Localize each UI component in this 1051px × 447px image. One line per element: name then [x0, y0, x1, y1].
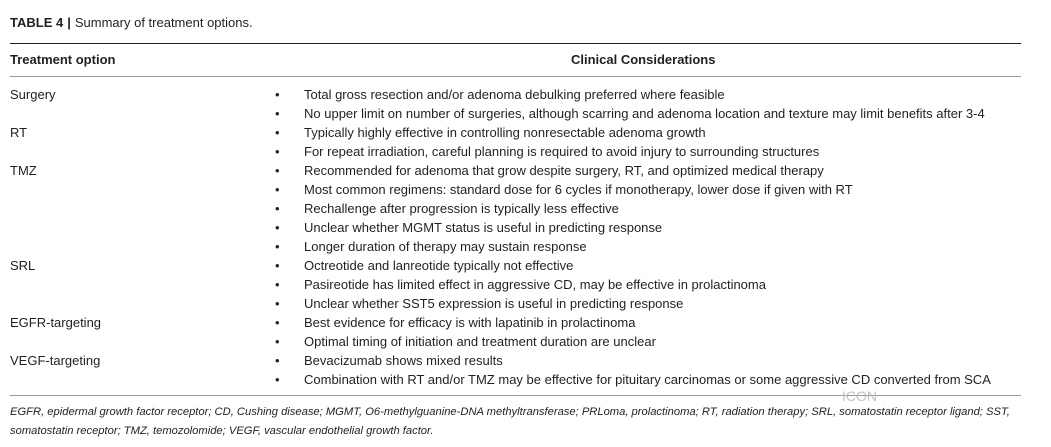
- header-clinical-considerations: Clinical Considerations: [571, 52, 716, 67]
- bullet-icon: •: [275, 106, 280, 121]
- bullet-icon: •: [275, 125, 280, 140]
- table-row-continuation: [10, 104, 1051, 123]
- header-rule: [10, 76, 1021, 77]
- table-caption: [10, 15, 253, 30]
- table-row: [10, 256, 1051, 275]
- table-footnote: EGFR, epidermal growth factor receptor; CD, Cushing disease; MGMT, O6-methylguanine-DNA methyltransferase; PRLoma, prolactinoma; RT, radiation therapy; SRL, somatostatin receptor ligand; SST, somatostatin receptor; TMZ, temozolomide; VEGF, vascular endothelial growth factor.: [10, 406, 1010, 437]
- bullet-icon: •: [275, 144, 280, 159]
- consideration-text: Combination with RT and/or TMZ may be effective for pituitary carcinomas or some aggressive CD converted from SCA: [304, 372, 991, 387]
- table-title: Summary of treatment options.: [74, 15, 253, 30]
- treatment-option-cell: TMZ: [10, 163, 37, 178]
- bullet-icon: •: [275, 258, 280, 273]
- bullet-icon: •: [275, 334, 280, 349]
- bullet-icon: •: [275, 163, 280, 178]
- consideration-text: Recommended for adenoma that grow despite surgery, RT, and optimized medical therapy: [304, 163, 824, 178]
- consideration-text: Total gross resection and/or adenoma debulking preferred where feasible: [304, 87, 725, 102]
- table-top-rule: [10, 43, 1021, 44]
- table-row-continuation: [10, 237, 1051, 256]
- consideration-text: For repeat irradiation, careful planning is required to avoid injury to surrounding structures: [304, 144, 820, 159]
- table-row-continuation: [10, 142, 1051, 161]
- bullet-icon: •: [275, 315, 280, 330]
- table-row: [10, 313, 1051, 332]
- treatment-option-cell: RT: [10, 125, 28, 140]
- table-row-continuation: [10, 332, 1051, 351]
- bullet-icon: •: [275, 353, 280, 368]
- table-row-continuation: [10, 218, 1051, 237]
- bullet-icon: •: [275, 296, 280, 311]
- caption-separator: |: [67, 15, 71, 30]
- table-row-continuation: [10, 370, 1051, 389]
- treatment-option-cell: SRL: [10, 258, 36, 273]
- table-row: [10, 351, 1051, 370]
- bullet-icon: •: [275, 87, 280, 102]
- bullet-icon: •: [275, 182, 280, 197]
- consideration-text: Bevacizumab shows mixed results: [304, 353, 503, 368]
- consideration-text: Octreotide and lanreotide typically not effective: [304, 258, 574, 273]
- consideration-text: Typically highly effective in controlling nonresectable adenoma growth: [304, 125, 706, 140]
- treatment-option-cell: VEGF-targeting: [10, 353, 101, 368]
- table-row: [10, 85, 1051, 104]
- table-row: [10, 123, 1051, 142]
- bullet-icon: •: [275, 372, 280, 387]
- table-row-continuation: [10, 199, 1051, 218]
- table-row-continuation: [10, 180, 1051, 199]
- header-treatment-option: Treatment option: [10, 52, 116, 67]
- consideration-text: Unclear whether MGMT status is useful in predicting response: [304, 220, 663, 235]
- table-row-continuation: [10, 294, 1051, 313]
- consideration-text: Pasireotide has limited effect in aggressive CD, may be effective in prolactinoma: [304, 277, 766, 292]
- bullet-icon: •: [275, 201, 280, 216]
- bullet-icon: •: [275, 277, 280, 292]
- consideration-text: Rechallenge after progression is typically less effective: [304, 201, 619, 216]
- table-number: TABLE 4: [10, 15, 64, 30]
- bullet-icon: •: [275, 220, 280, 235]
- table-row-continuation: [10, 275, 1051, 294]
- treatment-option-cell: EGFR-targeting: [10, 315, 102, 330]
- consideration-text: No upper limit on number of surgeries, although scarring and adenoma location and texture may limit benefits after 3-4: [304, 106, 985, 121]
- consideration-text: Optimal timing of initiation and treatment duration are unclear: [304, 334, 656, 349]
- consideration-text: Best evidence for efficacy is with lapatinib in prolactinoma: [304, 315, 636, 330]
- consideration-text: Most common regimens: standard dose for 6 cycles if monotherapy, lower dose if given with RT: [304, 182, 853, 197]
- treatment-option-cell: Surgery: [10, 87, 56, 102]
- bullet-icon: •: [275, 239, 280, 254]
- consideration-text: Longer duration of therapy may sustain response: [304, 239, 587, 254]
- watermark: ICON: [842, 388, 877, 404]
- table-body: [10, 85, 1051, 389]
- table-row: [10, 161, 1051, 180]
- consideration-text: Unclear whether SST5 expression is useful in predicting response: [304, 296, 684, 311]
